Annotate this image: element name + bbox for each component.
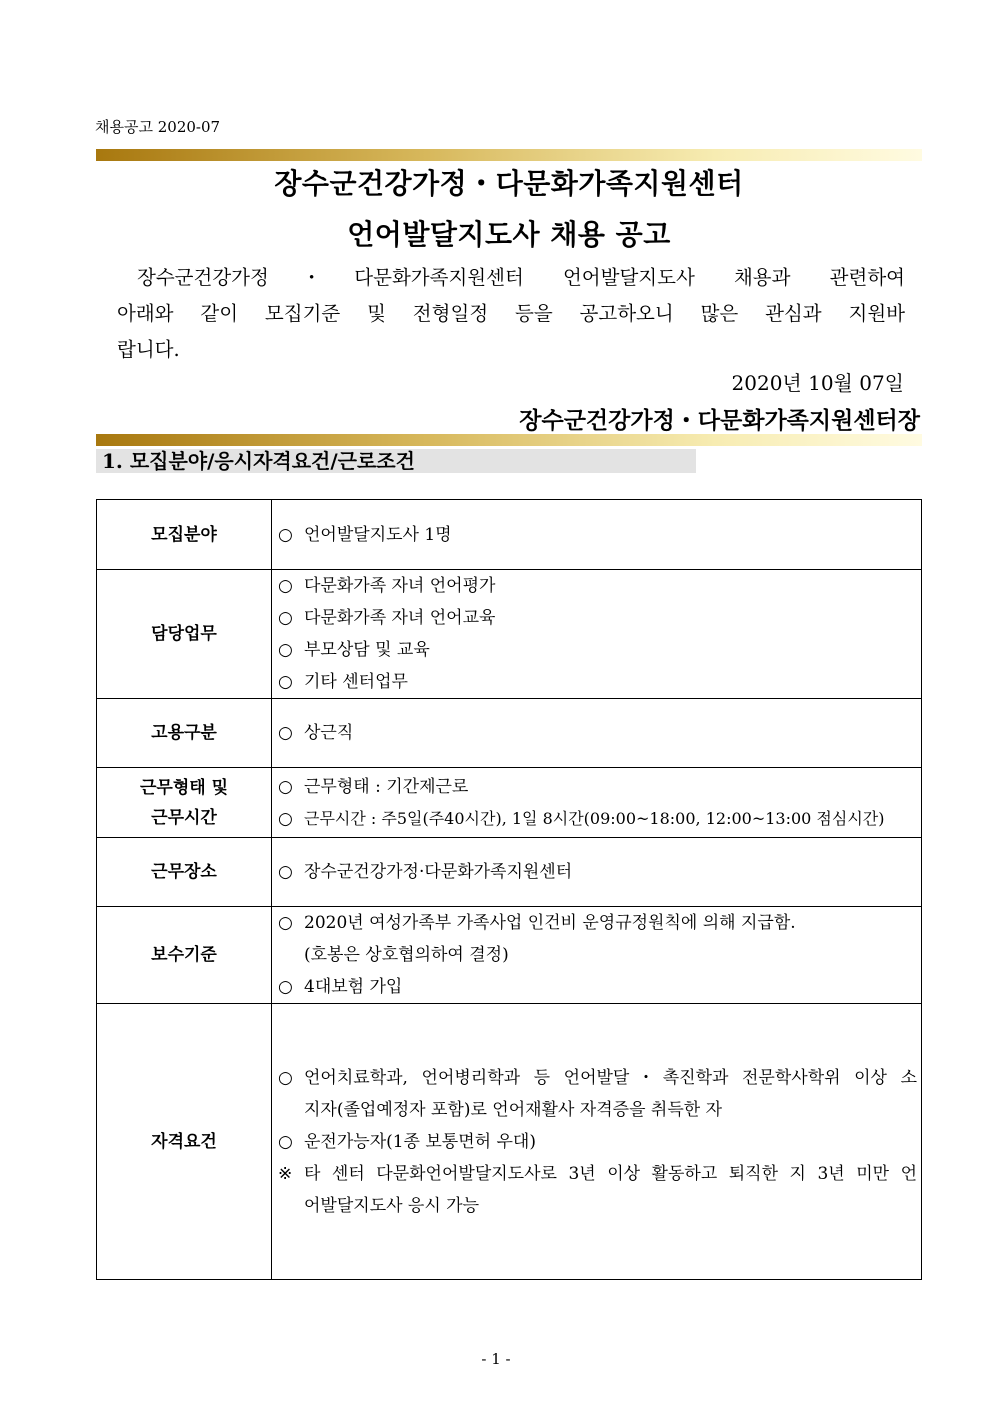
organization-title: 장수군건강가정・다문화가족지원센터 <box>274 167 744 200</box>
row-content: ○ 언어발달지도사 1명 <box>272 500 922 570</box>
notice-title: 언어발달지도사 채용 공고 <box>347 218 671 251</box>
section-divider <box>96 434 922 446</box>
row-label: 고용구분 <box>97 699 272 768</box>
row-content: ○ 장수군건강가정·다문화가족지원센터 <box>272 838 922 907</box>
intro-paragraph: 장수군건강가정・다문화가족지원센터 언어발달지도사 채용과 관련하여 아래와 같이 모집기준 및 전형일정 등을 공고하오니 많은 관심과 지원바 랍니다. <box>117 266 905 361</box>
issuer-name: 장수군건강가정・다문화가족지원센터장 <box>519 407 920 434</box>
table-row-pay <box>97 907 922 1004</box>
table-row-field <box>97 500 922 570</box>
row-label: 보수기준 <box>97 907 272 1004</box>
table-row-employment <box>97 699 922 768</box>
row-label: 담당업무 <box>97 570 272 699</box>
row-content: ○ 언어치료학과, 언어병리학과 등 언어발달・촉진학과 전문학사학위 이상 소 지자(졸업예정자 포함)로 언어재활사 자격증을 취득한 자 ○ 운전가능자(1종 보통면허 우대) ※ 타 센터 다문화언어발달지도사로 3년 이상 활동하고 퇴직한 지 3년 미만 언 어발달지도사 응시 가능 <box>272 1004 922 1280</box>
table-row-work-type <box>97 768 922 838</box>
row-content: ○ 다문화가족 자녀 언어평가 ○ 다문화가족 자녀 언어교육 ○ 부모상담 및 교육 ○ 기타 센터업무 <box>272 570 922 699</box>
notice-date: 2020년 10월 07일 <box>731 371 904 395</box>
header-divider <box>96 149 922 161</box>
row-label: 근무장소 <box>97 838 272 907</box>
row-content: ○ 상근직 <box>272 699 922 768</box>
row-content: ○ 2020년 여성가족부 가족사업 인건비 운영규정원칙에 의해 지급함. (호봉은 상호협의하여 결정) ○ 4대보험 가입 <box>272 907 922 1004</box>
recruitment-table <box>96 499 922 1280</box>
row-label: 근무형태 및 근무시간 <box>97 768 272 838</box>
section-heading: 1. 모집분야/응시자격요건/근로조건 <box>96 449 696 473</box>
table-row-qualification <box>97 1004 922 1280</box>
table-row-duties <box>97 570 922 699</box>
row-label: 자격요건 <box>97 1004 272 1280</box>
table-row-location <box>97 838 922 907</box>
page-number: - 1 - <box>481 1350 511 1368</box>
row-label: 모집분야 <box>97 500 272 570</box>
notice-number: 채용공고 2020-07 <box>95 118 221 136</box>
row-content: ○ 근무형태 : 기간제근로 ○ 근무시간 : 주5일(주40시간), 1일 8시간(09:00~18:00, 12:00~13:00 점심시간) <box>272 768 922 838</box>
